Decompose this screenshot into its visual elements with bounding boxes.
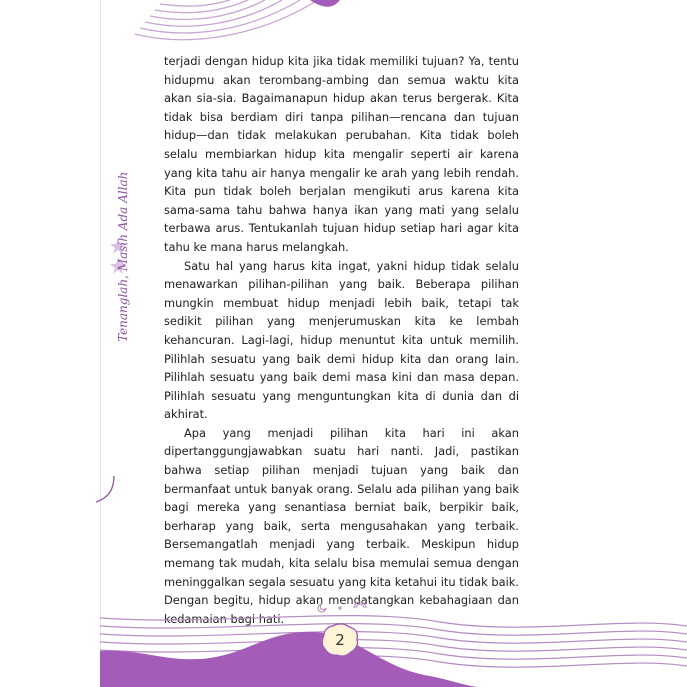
bottom-wave-decoration xyxy=(100,596,687,687)
page-edge xyxy=(100,0,101,687)
paragraph: Apa yang menjadi pilihan kita hari ini akan dipertanggungjawabkan suatu hari nanti. Jadi, pastikan bahwa setiap pilihan menjadi tujuan yang baik dan bermanfaat untuk banyak orang. Selalu ada pilihan yang baik bagi mereka yang senantiasa berniat baik, berpikir baik, berharap yang baik, serta mengusahakan yang terbaik. Bersemangatlah menjadi yang terbaik. Meskipun hidup memang tak mudah, kita selalu bisa memulai semua dengan meninggalkan segala sesuatu yang kita ketahui itu tidak baik. Dengan begitu, hidup akan mendatangkan kebahagiaan dan kedamaian bagi hati. xyxy=(164,425,519,626)
paragraph: Satu hal yang harus kita ingat, yakni hidup tidak selalu menawarkan pilihan-pilihan yang baik. Beberapa pilihan mungkin membuat hidup menjadi lebih baik, tetapi tak sedikit pilihan yang menjerumuskan kita ke lembah kehancuran. Lagi-lagi, hidup menuntut kita untuk memilih. Pilihlah sesuatu yang baik demi hidup kita dan orang lain. Pilihlah sesuatu yang baik demi masa kini dan masa depan. Pilihlah sesuatu yang menguntungkan kita di dunia dan di akhirat. xyxy=(164,258,519,422)
top-wave-decoration xyxy=(100,0,687,50)
running-header-title: Tenanglah, Masih Ada Allah xyxy=(116,171,130,342)
page-number: 2 xyxy=(335,631,345,649)
side-flourish xyxy=(96,476,116,504)
moon-icon xyxy=(318,604,326,612)
flower-icon xyxy=(338,606,342,610)
rainbow-icon xyxy=(354,602,366,608)
paragraph: terjadi dengan hidup kita jika tidak memiliki tujuan? Ya, tentu hidupmu akan terombang-ambing dan semua waktu kita akan sia-sia. Bagaimanapun hidup akan terus bergerak. Kita tidak bisa berdiam diri tanpa pilihan—rencana dan tujuan hidup—dan tidak melakukan perubahan. Kita tidak boleh selalu membiarkan hidup kita mengalir seperti air karena yang kita tahu air hanya mengalir ke arah yang lebih rendah. Kita pun tidak boleh berjalan mengikuti arus karena kita sama-sama tahu bahwa hanya ikan yang mati yang selalu terbawa arus. Tentukanlah tujuan hidup setiap hari agar kita tahu ke mana harus melangkah. xyxy=(164,54,519,254)
body-text xyxy=(164,52,519,628)
